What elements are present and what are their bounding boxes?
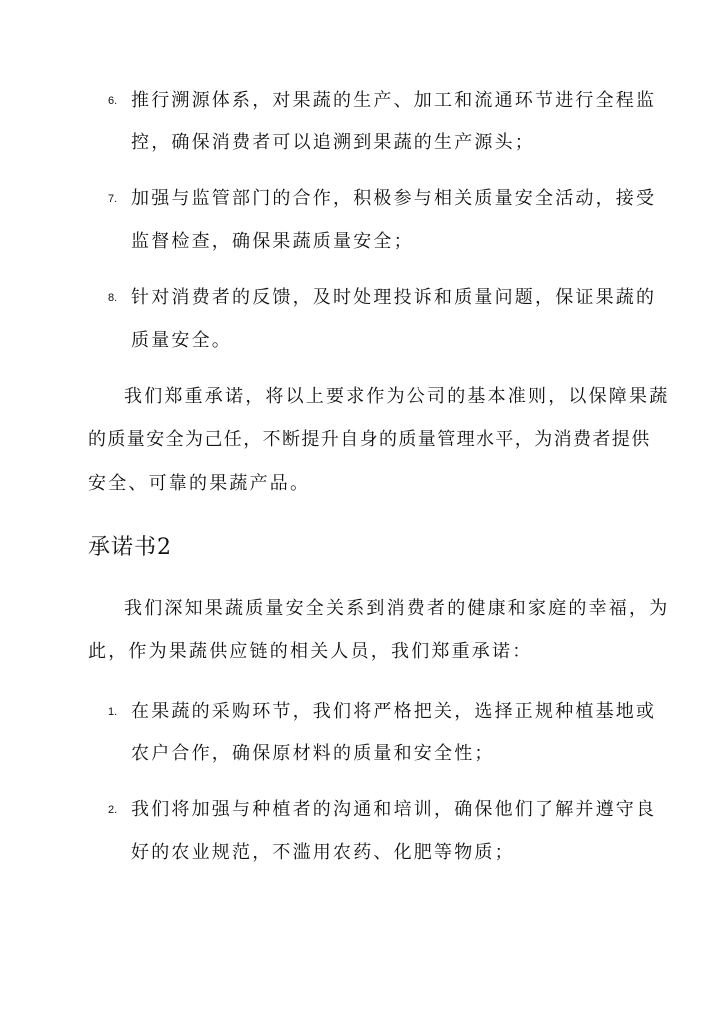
list-item-number: 8. <box>108 292 118 304</box>
list-item-text-line: 我们将加强与种植者的沟通和培训，确保他们了解并遵守良 <box>131 799 657 820</box>
paragraph-line: 此，作为果蔬供应链的相关人员，我们郑重承诺： <box>88 641 533 662</box>
list-item-text-line: 控，确保消费者可以追溯到果蔬的生产源头； <box>131 132 535 153</box>
list-item-number: 7. <box>108 193 118 205</box>
list-item-text-line: 好的农业规范，不滥用农药、化肥等物质； <box>131 842 515 863</box>
list-item-text-line: 在果蔬的采购环节，我们将严格把关，选择正规种植基地或 <box>131 701 657 722</box>
list-item-text-line: 监督检查，确保果蔬质量安全； <box>131 231 414 252</box>
list-item-text-line: 针对消费者的反馈，及时处理投诉和质量问题，保证果蔬的 <box>131 287 657 308</box>
paragraph-line: 我们深知果蔬质量安全关系到消费者的健康和家庭的幸福，为 <box>124 598 670 619</box>
list-item-text-line: 推行溯源体系，对果蔬的生产、加工和流通环节进行全程监 <box>131 90 657 111</box>
paragraph-line: 安全、可靠的果蔬产品。 <box>88 473 311 494</box>
section-heading: 承诺书2 <box>88 535 172 560</box>
paragraph-line: 的质量安全为己任，不断提升自身的质量管理水平，为消费者提供 <box>88 429 651 450</box>
list-item-text-line: 加强与监管部门的合作，积极参与相关质量安全活动，接受 <box>131 188 657 209</box>
list-item-text-line: 质量安全。 <box>131 330 232 351</box>
list-item-number: 2. <box>108 804 118 816</box>
list-item-number: 6. <box>108 95 118 107</box>
list-item-text-line: 农户合作，确保原材料的质量和安全性； <box>131 743 495 764</box>
list-item-number: 1. <box>108 706 118 718</box>
paragraph-line: 我们郑重承诺，将以上要求作为公司的基本准则，以保障果蔬 <box>124 386 670 407</box>
